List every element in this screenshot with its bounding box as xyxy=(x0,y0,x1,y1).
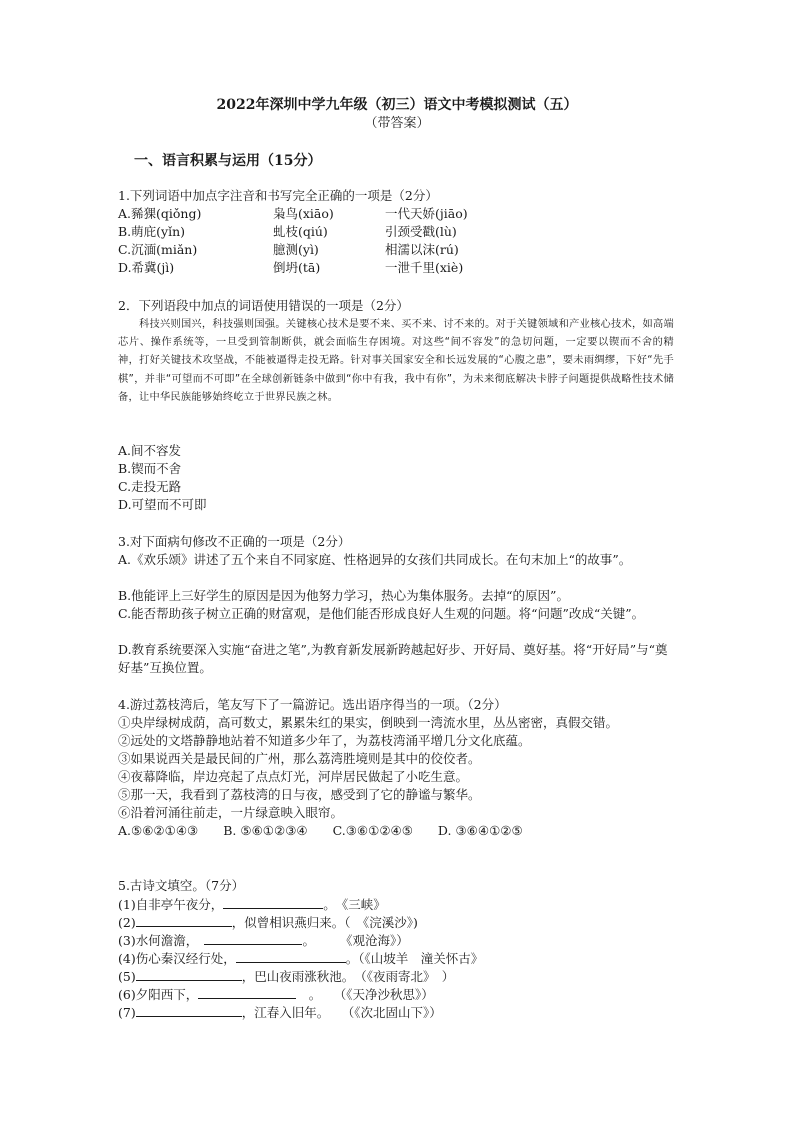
q2-option: C.走投无路 xyxy=(118,479,182,494)
q5-suffix: 。 《三峡》 xyxy=(323,897,386,912)
q5-item xyxy=(118,967,454,986)
answer-blank[interactable] xyxy=(223,895,323,909)
q4-sentence: ①央岸绿树成荫，高可数丈，累累朱红的果实，倒映到一湾流水里，丛丛密密，真假交错。 xyxy=(118,715,619,730)
q5-item xyxy=(118,913,418,932)
q5-item xyxy=(118,931,409,950)
q5-suffix: ，巴山夜雨涨秋池。 （《夜雨寄北》 ） xyxy=(241,969,455,984)
q1-word: 相濡以沫(rú) xyxy=(385,242,459,257)
q5-prefix: (7) xyxy=(118,1005,136,1020)
page-title: 2022年深圳中学九年级（初三）语文中考模拟测试（五） xyxy=(216,97,578,113)
answer-blank[interactable] xyxy=(136,913,232,927)
q5-item xyxy=(118,895,386,914)
q2-passage xyxy=(118,316,674,407)
q4-sentence: ④夜幕降临，岸边亮起了点点灯光，河岸居民做起了小吃生意。 xyxy=(118,769,469,784)
q1-word: 倒坍(tā) xyxy=(273,260,321,275)
page-subtitle: （带答案） xyxy=(364,116,430,131)
q1-row-b xyxy=(118,223,718,241)
q5-prefix: (5) xyxy=(118,969,136,984)
q2-option: B.锲而不舍 xyxy=(118,461,182,476)
q5-suffix: ，似曾相识燕归来。（ 《浣溪沙》) xyxy=(231,915,418,930)
q1-row-c xyxy=(118,241,718,259)
q4-sentence: ⑤那一天，我看到了荔枝湾的日与夜，感受到了它的静谧与繁华。 xyxy=(118,787,481,802)
q1-word: 枭鸟(xiāo) xyxy=(273,206,334,221)
q5-prefix: (3)水何澹澹， xyxy=(118,933,205,948)
q1-word: 一代天娇(jiāo) xyxy=(385,206,468,221)
q1-word: D.希冀(jì) xyxy=(118,260,175,275)
q5-suffix: 。 《观沧海》） xyxy=(302,933,409,948)
q1-word: 虬枝(qiú) xyxy=(273,224,328,239)
q4-sentence: ②远处的文塔静静地站着不知道多少年了，为荔枝湾涌平增几分文化底蕴。 xyxy=(118,733,531,748)
q3-option: B.他能评上三好学生的原因是因为他努力学习，热心为集体服务。去掉“的原因”。 xyxy=(118,588,569,603)
q5-prefix: (6)夕阳西下， xyxy=(118,987,199,1002)
q5-prefix: (2) xyxy=(118,915,136,930)
q5-suffix: 。（《山坡羊 潼关怀古》 xyxy=(345,951,484,966)
answer-blank[interactable] xyxy=(136,1003,242,1017)
q2-stem: 2．下列语段中加点的词语使用错误的一项是（2分） xyxy=(118,298,409,313)
q5-item xyxy=(118,1003,442,1022)
answer-blank[interactable] xyxy=(198,985,296,999)
q4-answer-choices: A.⑤⑥②①④③ B. ⑤⑥①②③④ C.③⑥①②④⑤ D. ③⑥④①②⑤ xyxy=(118,823,523,838)
q2-option: D.可望而不可即 xyxy=(118,497,207,512)
q3-option: D.教育系统要深入实施“奋进之笔”,为教育新发展新跨越起好步、开好局、奠好基。将“开好局”与“奠好基”互换位置。 xyxy=(118,642,668,675)
q1-stem: 1.下列词语中加点字注音和书写完全正确的一项是（2分） xyxy=(118,188,438,203)
q4-stem: 4.游过荔枝湾后，笔友写下了一篇游记。选出语序得当的一项。（2分） xyxy=(118,697,507,712)
q2-option: A.间不容发 xyxy=(118,443,182,458)
q1-word: C.沉湎(miǎn) xyxy=(118,242,198,257)
q3-option: A.《欢乐颂》讲述了五个来自不同家庭、性格迥异的女孩们共同成长。在句末加上“的故事”。 xyxy=(118,552,632,567)
q1-word: 引颈受戳(lù) xyxy=(385,224,457,239)
q5-prefix: (4)伤心秦汉经行处， xyxy=(118,951,236,966)
q1-word: 一泄千里(xiè) xyxy=(385,260,464,275)
q1-word: B.萌庇(yǐn) xyxy=(118,224,186,239)
q5-suffix: ，江春入旧年。 （《次北固山下》） xyxy=(241,1005,442,1020)
section-heading: 一、语言积累与运用（15分） xyxy=(134,153,322,169)
q4-sentence: ⑥沿着河涌往前走，一片绿意映入眼帘。 xyxy=(118,805,344,820)
q1-row-a xyxy=(118,205,718,223)
answer-blank[interactable] xyxy=(204,931,302,945)
answer-blank[interactable] xyxy=(136,967,242,981)
q5-item xyxy=(118,949,483,968)
q5-item xyxy=(118,985,434,1004)
q1-row-d xyxy=(118,259,718,277)
q3-stem: 3.对下面病句修改不正确的一项是（2分） xyxy=(118,534,351,549)
q5-prefix: (1)自非亭午夜分， xyxy=(118,897,224,912)
q1-word: A.豨猓(qiǒng) xyxy=(118,206,202,221)
q1-word: 臆测(yì) xyxy=(273,242,319,257)
q5-stem: 5.古诗文填空。（7分） xyxy=(118,878,245,893)
passage-text: 科技兴则国兴，科技强则国强。关键核心技术是要不来、买不来、讨不来的。对于关键领域和产业核心技术，如高端芯片、操作系统等，一旦受到管制断供，就会面临生存困境。对这些“间不容发”的急切问题，一定要以锲而不舍的精神，打好关键技术攻坚战，不能被逼得走投无路。针对事关国家安全和长远发展的“心腹之患”，要未雨绸缪，下好“先手棋”，并非“可望而不可即”在全球创新链条中做到“你中有我，我中有你”，为未来彻底解决卡脖子问题提供战略性技术储备，让中华民族能够始终屹立于世界民族之林。 xyxy=(118,319,674,403)
q5-suffix: 。 （《天净沙秋思》） xyxy=(296,987,434,1002)
q3-option: C.能否帮助孩子树立正确的财富观，是他们能否形成良好人生观的问题。将“问题”改成“关键”。 xyxy=(118,606,645,621)
q4-sentence: ③如果说西关是最民间的广州，那么荔湾胜境则是其中的佼佼者。 xyxy=(118,751,481,766)
answer-blank[interactable] xyxy=(236,949,346,963)
